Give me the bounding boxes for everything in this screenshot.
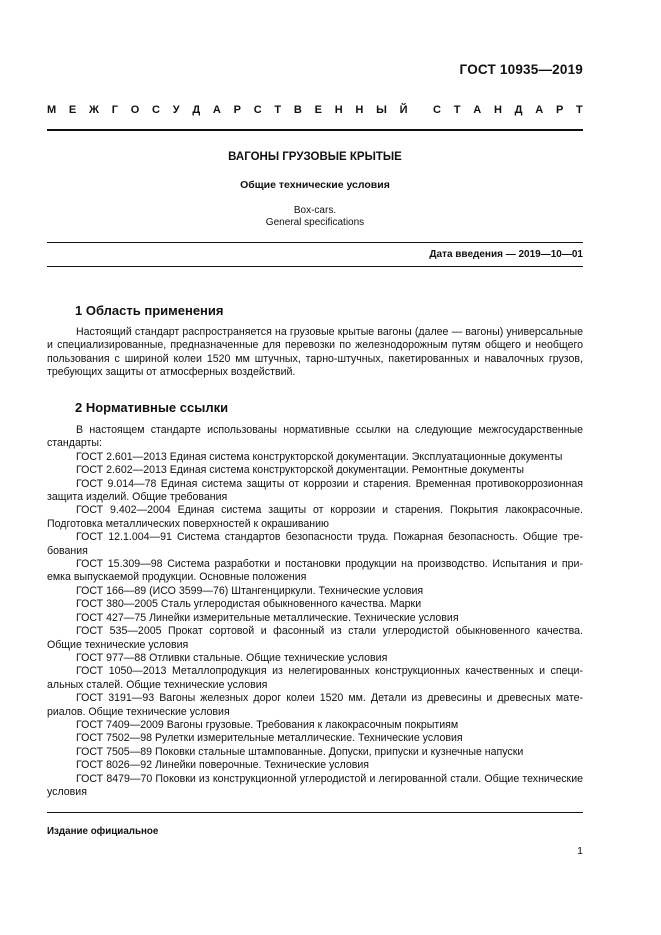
reference-item: ГОСТ 7505—89 Поковки стальные штампованные. Допуски, припуски и кузнечные напуски bbox=[76, 745, 524, 758]
banner-letter: О bbox=[130, 104, 140, 116]
banner-letter: М bbox=[47, 104, 57, 116]
official-edition-label: Издание официальное bbox=[47, 826, 159, 837]
banner-letter: Е bbox=[68, 104, 77, 116]
reference-item: ГОСТ 535—2005 Прокат сортовой и фасонный из стали углеродистой обыкновенного качества. Общие технические условия bbox=[47, 625, 583, 651]
english-title bbox=[47, 205, 583, 229]
banner-letter: Т bbox=[274, 104, 282, 116]
document-subtitle: Общие технические условия bbox=[240, 179, 390, 191]
document-title: ВАГОНЫ ГРУЗОВЫЕ КРЫТЫЕ bbox=[228, 151, 402, 163]
interstate-standard-banner bbox=[47, 104, 583, 116]
page-number: 1 bbox=[577, 845, 583, 857]
banner-letter: Р bbox=[555, 104, 564, 116]
banner-letter: У bbox=[172, 104, 180, 116]
banner-letter: Р bbox=[233, 104, 241, 116]
banner-letter: Н bbox=[334, 104, 343, 116]
banner-letter: С bbox=[152, 104, 160, 116]
footer-rule bbox=[47, 812, 583, 813]
reference-item: ГОСТ 166—89 (ИСО 3599—76) Штангенциркули. Технические условия bbox=[76, 584, 424, 597]
reference-item: ГОСТ 2.602—2013 Единая система конструкторской документации. Ремонтные документы bbox=[76, 464, 524, 477]
banner-letter: Е bbox=[314, 104, 322, 116]
section-1-heading: 1 Область применения bbox=[75, 303, 224, 318]
reference-item: ГОСТ 8026—92 Линейки поверочные. Технические условия bbox=[76, 759, 369, 772]
reference-item: ГОСТ 3191—93 Вагоны железных дорог колеи 1520 мм. Детали из древесины и древесных материалов. Общие технические условия bbox=[47, 692, 583, 718]
reference-item: ГОСТ 7502—98 Рулетки измерительные металлические. Технические условия bbox=[76, 732, 463, 745]
reference-list bbox=[47, 451, 583, 800]
reference-item: ГОСТ 1050—2013 Металлопродукция из нелегированных конструкционных качественных и специальных сталей. Общие технические условия bbox=[47, 665, 583, 691]
header-rule bbox=[47, 129, 583, 131]
date-rule bbox=[47, 266, 583, 267]
banner-letter: С bbox=[253, 104, 262, 116]
section-2-text bbox=[47, 424, 583, 799]
banner-letter: Д bbox=[192, 104, 201, 116]
banner-letter: Ы bbox=[376, 104, 387, 116]
english-title-line2: General specifications bbox=[265, 217, 365, 228]
section-2-heading: 2 Нормативные ссылки bbox=[75, 400, 229, 415]
banner-letter: Ж bbox=[89, 104, 99, 116]
banner-letter: Г bbox=[111, 104, 118, 116]
gost-number: ГОСТ 10935—2019 bbox=[459, 62, 583, 77]
banner-letter: Й bbox=[399, 104, 408, 116]
reference-item: ГОСТ 9.014—78 Единая система защиты от коррозии и старения. Временная противокоррозионная защита изделий. Общие требования bbox=[47, 477, 583, 504]
reference-item: ГОСТ 380—2005 Сталь углеродистая обыкновенного качества. Марки bbox=[76, 598, 422, 611]
reference-item: ГОСТ 977—88 Отливки стальные. Общие технические условия bbox=[76, 651, 388, 664]
section-1-paragraph: Настоящий стандарт распространяется на грузовые крытые вагоны (далее — вагоны) универсальные и специализированные, предназначенные для перевозки по железнодорожным путям общего и необщего пользования с шириной колеи 1520 мм штучных, тарно-штучных, пакетированных и навалочных грузов, требующих защиты от атмосферных воздействий. bbox=[47, 326, 583, 379]
reference-item: ГОСТ 9.402—2004 Единая система защиты от коррозии и старения. Покрытия лакокрасочные. Подготовка металлических поверхностей к окрашиванию bbox=[47, 504, 583, 530]
banner-letter: А bbox=[212, 104, 221, 116]
banner-letter: Н bbox=[493, 104, 502, 116]
reference-item: ГОСТ 8479—70 Поковки из конструкционной углеродистой и легированной стали. Общие технические условия bbox=[47, 772, 583, 798]
banner-letter: А bbox=[473, 104, 482, 116]
section-2-intro: В настоящем стандарте использованы нормативные ссылки на следующие межгосударственные стандарты: bbox=[47, 424, 583, 450]
reference-item: ГОСТ 7409—2009 Вагоны грузовые. Требования к лакокрасочным покрытиям bbox=[76, 718, 459, 731]
banner-letter: С bbox=[433, 104, 441, 116]
banner-letter: Т bbox=[576, 104, 583, 116]
section-1-text bbox=[47, 326, 583, 380]
english-title-line1: Box-cars. bbox=[293, 205, 337, 216]
reference-item: ГОСТ 12.1.004—91 Система стандартов безопасности труда. Пожарная безопасность. Общие требования bbox=[47, 531, 583, 557]
reference-item: ГОСТ 15.309—98 Система разработки и постановки продукции на производство. Испытания и приемка выпускаемой продукции. Основные положения bbox=[47, 558, 583, 584]
intro-date: Дата введения — 2019—10—01 bbox=[429, 249, 583, 260]
banner-letter: Т bbox=[453, 104, 461, 116]
reference-item: ГОСТ 427—75 Линейки измерительные металлические. Технические условия bbox=[76, 611, 459, 624]
banner-letter: В bbox=[293, 104, 302, 116]
reference-item: ГОСТ 2.601—2013 Единая система конструкторской документации. Эксплуатационные документы bbox=[76, 450, 563, 463]
title-rule bbox=[47, 242, 583, 243]
banner-letter: Н bbox=[355, 104, 364, 116]
banner-letter: Д bbox=[514, 104, 523, 116]
banner-letter: А bbox=[535, 104, 544, 116]
